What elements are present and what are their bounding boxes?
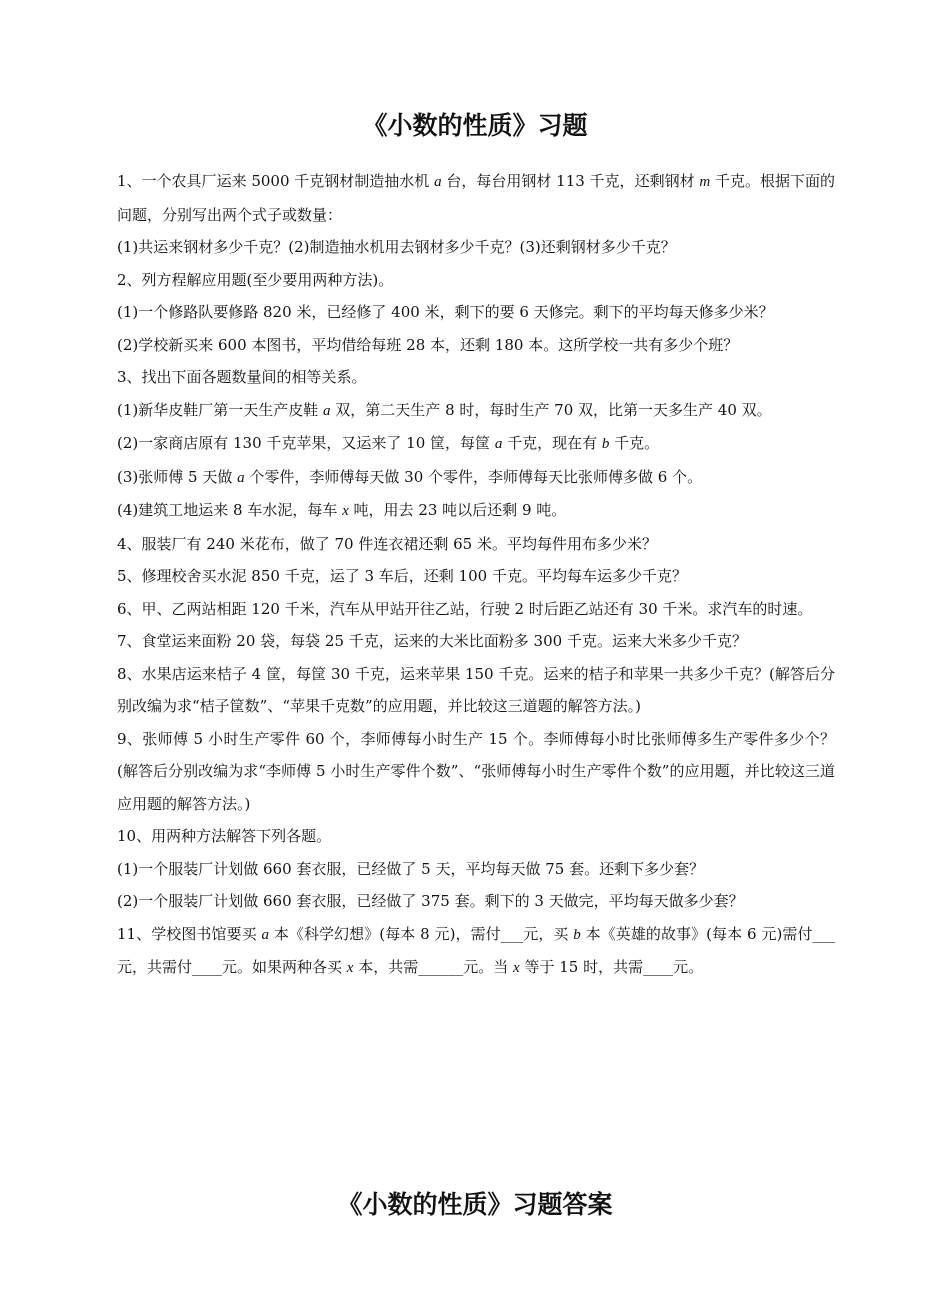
- variable: a: [494, 436, 503, 452]
- variable: x: [346, 960, 354, 976]
- question-4: 4、服装厂有 240 米花布，做了 70 件连衣裙还剩 65 米。平均每件用布多少米？: [117, 534, 657, 553]
- question-6: 6、甲、乙两站相距 120 千米，汽车从甲站开往乙站，行驶 2 时后距乙站还有 30 千米。求汽车的时速。: [117, 599, 813, 618]
- question-1-text: 千克。根据下面的问题，分别写出两个式子或数量：: [117, 172, 835, 224]
- question-1-text: 1、一个农具厂运来 5000 千克钢材制造抽水机: [117, 172, 435, 190]
- variable: x: [513, 960, 520, 976]
- variable: a: [261, 926, 269, 943]
- question-3-text: (1)新华皮鞋厂第一天生产皮鞋: [117, 400, 324, 419]
- question-10-sub-1: (1)一个服装厂计划做 660 套衣服，已经做了 5 天，平均每天做 75 套。还剩下多少套？: [117, 859, 705, 878]
- variable: b: [601, 436, 610, 452]
- question-2-sub-2: (2)学校新买来 600 本图书，平均借给每班 28 本，还剩 180 本。这所学校一共有多少个班？: [117, 335, 739, 354]
- question-1-text: 台，每台用钢材 113 千克，还剩钢材: [441, 172, 700, 190]
- question-5: 5、修理校舍买水泥 850 千克，运了 3 车后，还剩 100 千克。平均每车运多少千克？: [117, 567, 687, 585]
- question-3-text: 吨，用去 23 吨以后还剩 9 吨。: [348, 501, 567, 519]
- question-3: 3、找出下面各题数量间的相等关系。: [117, 368, 367, 386]
- question-10-sub-2: (2)一个服装厂计划做 660 套衣服，已经做了 375 套。剩下的 3 天做完，平均每天做多少套？: [117, 892, 744, 910]
- question-3-text: 个零件，李师傅每天做 30 个零件，李师傅每天比张师傅多做 6 个。: [244, 467, 703, 486]
- question-11: [117, 918, 835, 985]
- variable: a: [237, 469, 245, 486]
- question-11-text: 本《科学幻想》(每本 8 元)，需付___元，买: [269, 924, 574, 943]
- question-2-sub-1: (1)一个修路队要修路 820 米，已经修了 400 米，剩下的要 6 天修完。剩下的平均每天修多少米？: [117, 303, 774, 321]
- question-9: 9、张师傅 5 小时生产零件 60 个，李师傅每小时生产 15 个。李师傅每小时比张师傅多生产零件多少个？(解答后分别改编为求“李师傅 5 小时生产零件个数”、“张师傅每小时生产零件个数”的应用题，并比较这三道应用题的解答方法。): [117, 729, 835, 813]
- variable: a: [434, 174, 442, 190]
- question-11-text: 本《英雄的故事》(每本 6 元)需付___元，共需付____元。如果两种各买: [117, 924, 835, 976]
- question-1: [117, 165, 835, 231]
- question-3-sub-3: [117, 461, 835, 495]
- question-3-text: 千克，现在有: [502, 434, 602, 452]
- question-3-text: (4)建筑工地运来 8 车水泥，每车: [117, 501, 343, 519]
- question-11-text: 本，共需______元。当: [353, 958, 513, 976]
- question-7: 7、食堂运来面粉 20 袋，每袋 25 千克，运来的大米比面粉多 300 千克。运来大米多少千克？: [117, 632, 747, 650]
- question-3-text: (3)张师傅 5 天做: [117, 467, 238, 486]
- question-3-text: 千克。: [609, 434, 660, 452]
- question-3-sub-2: [117, 427, 835, 461]
- question-10: 10、用两种方法解答下列各题。: [117, 827, 332, 845]
- question-3-sub-1: [117, 394, 835, 428]
- answer-title: 《小数的性质》习题答案: [337, 1190, 613, 1219]
- variable: b: [573, 926, 581, 943]
- question-3-text: 双，第二天生产 8 时，每时生产 70 双，比第一天多生产 40 双。: [330, 400, 772, 419]
- page-title: 《小数的性质》习题: [362, 111, 588, 140]
- exercise-list: [117, 165, 835, 985]
- question-8: 8、水果店运来桔子 4 筐，每筐 30 千克，运来苹果 150 千克。运来的桔子和苹果一共多少千克？(解答后分别改编为求“桔子筐数”、“苹果千克数”的应用题，并比较这三道题的解答方法。): [117, 664, 835, 715]
- variable: m: [699, 174, 711, 190]
- question-11-text: 等于 15 时，共需____元。: [519, 958, 704, 976]
- question-1-subquestions: (1)共运来钢材多少千克？(2)制造抽水机用去钢材多少千克？(3)还剩钢材多少千克？: [117, 238, 676, 256]
- question-3-sub-4: [117, 494, 835, 528]
- variable: x: [342, 503, 349, 519]
- question-2: 2、列方程解应用题(至少要用两种方法)。: [117, 270, 394, 289]
- question-11-text: 11、学校图书馆要买: [117, 924, 262, 943]
- variable: a: [323, 402, 331, 419]
- question-3-text: (2)一家商店原有 130 千克苹果，又运来了 10 筐，每筐: [117, 434, 495, 452]
